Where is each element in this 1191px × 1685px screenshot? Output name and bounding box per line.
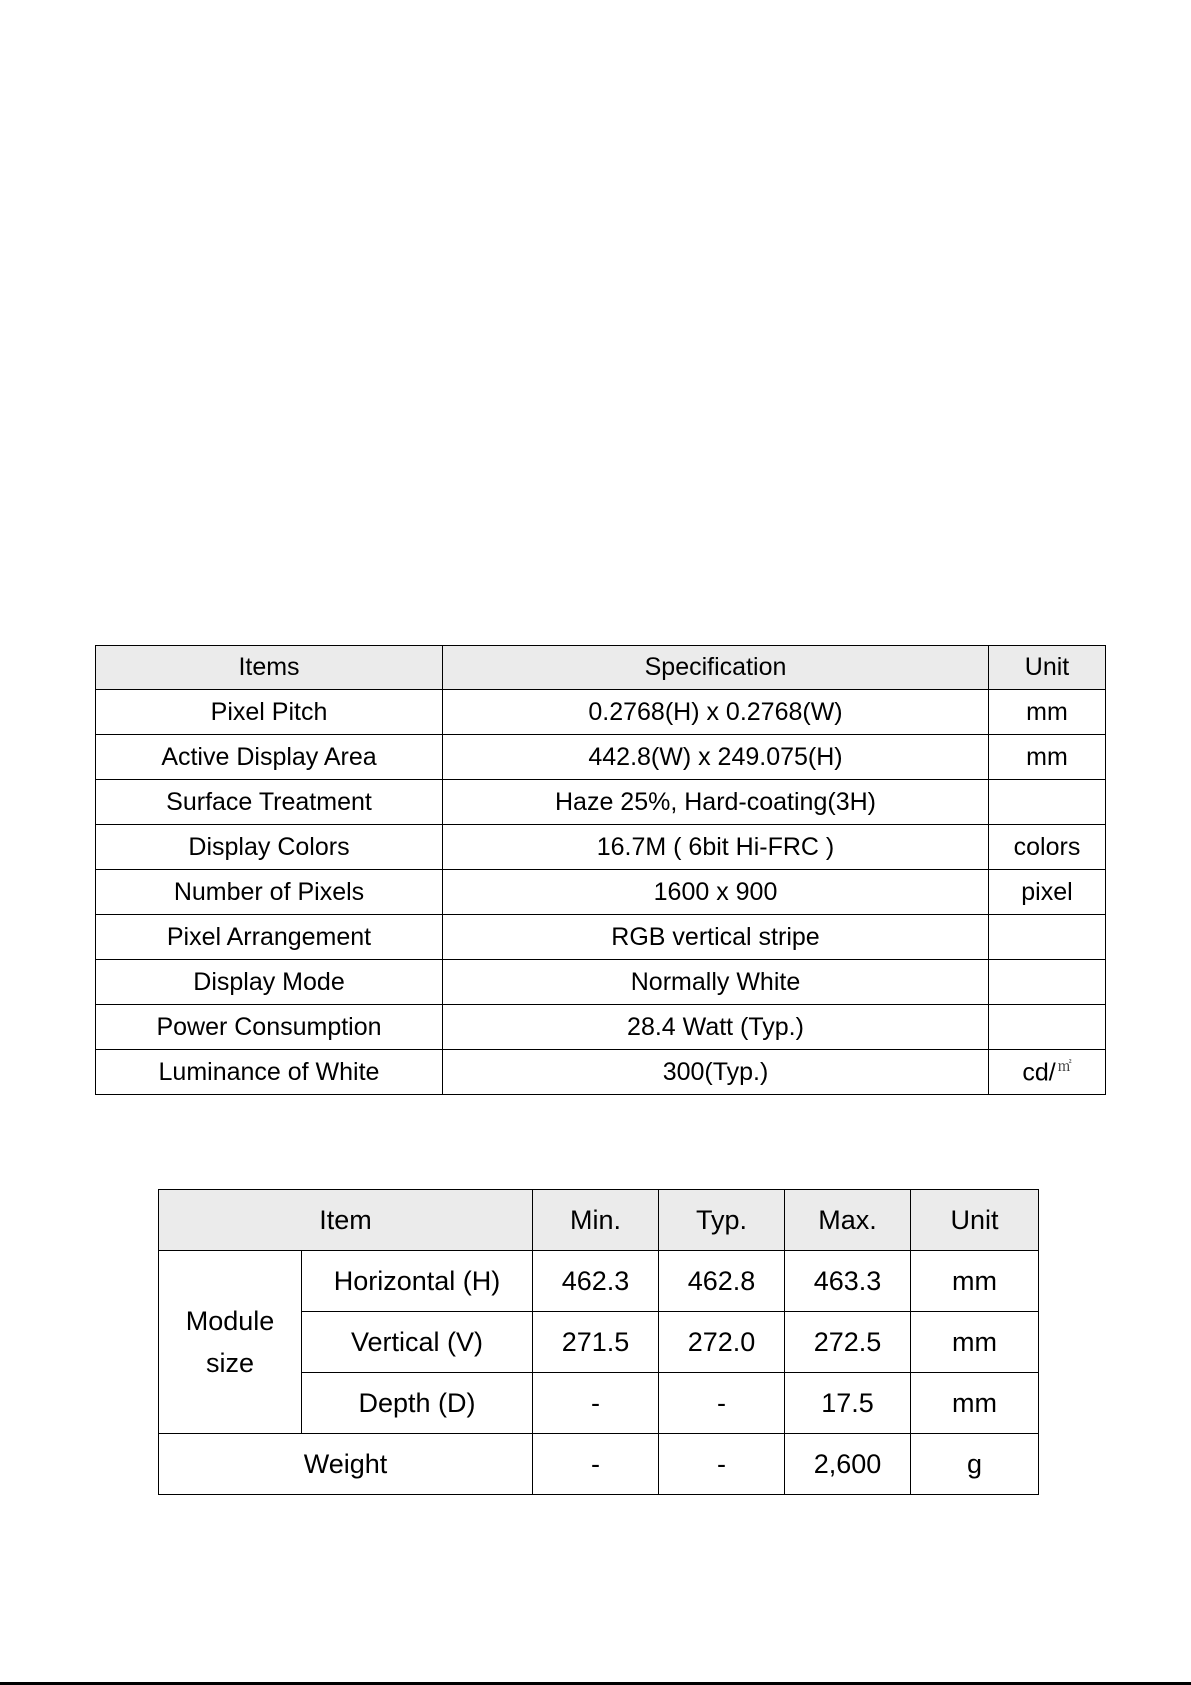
unit-suffix: ㎡ — [1057, 1058, 1072, 1075]
row-min: - — [533, 1434, 659, 1495]
row-item: Number of Pixels — [96, 870, 443, 915]
module-size-group-label — [159, 1251, 302, 1434]
row-item: Surface Treatment — [96, 780, 443, 825]
row-typ: 272.0 — [659, 1312, 785, 1373]
row-spec: 16.7M ( 6bit Hi-FRC ) — [443, 825, 989, 870]
table-header-row — [96, 646, 1106, 690]
table-row — [96, 690, 1106, 735]
group-label-line: size — [205, 1348, 254, 1378]
row-spec: 1600 x 900 — [443, 870, 989, 915]
row-unit — [989, 1005, 1106, 1050]
table-header-row — [159, 1190, 1039, 1251]
row-unit: mm — [911, 1373, 1039, 1434]
row-unit — [989, 960, 1106, 1005]
row-unit — [989, 780, 1106, 825]
table-row — [96, 735, 1106, 780]
header-min: Min. — [533, 1190, 659, 1251]
row-typ: - — [659, 1373, 785, 1434]
row-max: 17.5 — [785, 1373, 911, 1434]
row-max: 272.5 — [785, 1312, 911, 1373]
row-item: Display Mode — [96, 960, 443, 1005]
row-spec: 300(Typ.) — [443, 1050, 989, 1095]
row-max: 2,600 — [785, 1434, 911, 1495]
header-specification: Specification — [443, 646, 989, 690]
table-row — [159, 1434, 1039, 1495]
table-row — [96, 825, 1106, 870]
row-unit — [989, 915, 1106, 960]
row-unit: colors — [989, 825, 1106, 870]
specification-table — [95, 645, 1106, 1095]
weight-label: Weight — [159, 1434, 533, 1495]
row-unit: mm — [911, 1251, 1039, 1312]
row-unit: g — [911, 1434, 1039, 1495]
row-unit — [989, 1050, 1106, 1095]
row-spec: 442.8(W) x 249.075(H) — [443, 735, 989, 780]
row-label: Depth (D) — [302, 1373, 533, 1434]
row-spec: 0.2768(H) x 0.2768(W) — [443, 690, 989, 735]
header-unit: Unit — [911, 1190, 1039, 1251]
row-min: - — [533, 1373, 659, 1434]
row-spec: RGB vertical stripe — [443, 915, 989, 960]
row-typ: 462.8 — [659, 1251, 785, 1312]
row-spec: Haze 25%, Hard-coating(3H) — [443, 780, 989, 825]
table-row — [96, 870, 1106, 915]
table-row — [96, 780, 1106, 825]
row-item: Pixel Arrangement — [96, 915, 443, 960]
row-item: Display Colors — [96, 825, 443, 870]
row-typ: - — [659, 1434, 785, 1495]
table-row — [96, 915, 1106, 960]
row-label: Horizontal (H) — [302, 1251, 533, 1312]
mechanical-dimension-table — [158, 1189, 1039, 1495]
row-min: 462.3 — [533, 1251, 659, 1312]
row-item: Power Consumption — [96, 1005, 443, 1050]
header-unit: Unit — [989, 646, 1106, 690]
group-label-line: Module — [185, 1306, 275, 1336]
row-item: Pixel Pitch — [96, 690, 443, 735]
row-spec: 28.4 Watt (Typ.) — [443, 1005, 989, 1050]
header-item: Item — [159, 1190, 533, 1251]
row-item: Luminance of White — [96, 1050, 443, 1095]
row-unit: pixel — [989, 870, 1106, 915]
row-max: 463.3 — [785, 1251, 911, 1312]
table-row — [96, 960, 1106, 1005]
header-max: Max. — [785, 1190, 911, 1251]
table-row — [96, 1005, 1106, 1050]
unit-text: cd/ — [1022, 1058, 1056, 1087]
row-min: 271.5 — [533, 1312, 659, 1373]
row-unit: mm — [911, 1312, 1039, 1373]
table-row — [96, 1050, 1106, 1095]
header-typ: Typ. — [659, 1190, 785, 1251]
header-items: Items — [96, 646, 443, 690]
row-unit: mm — [989, 690, 1106, 735]
table-row — [159, 1251, 1039, 1312]
row-unit: mm — [989, 735, 1106, 780]
row-spec: Normally White — [443, 960, 989, 1005]
row-item: Active Display Area — [96, 735, 443, 780]
row-label: Vertical (V) — [302, 1312, 533, 1373]
